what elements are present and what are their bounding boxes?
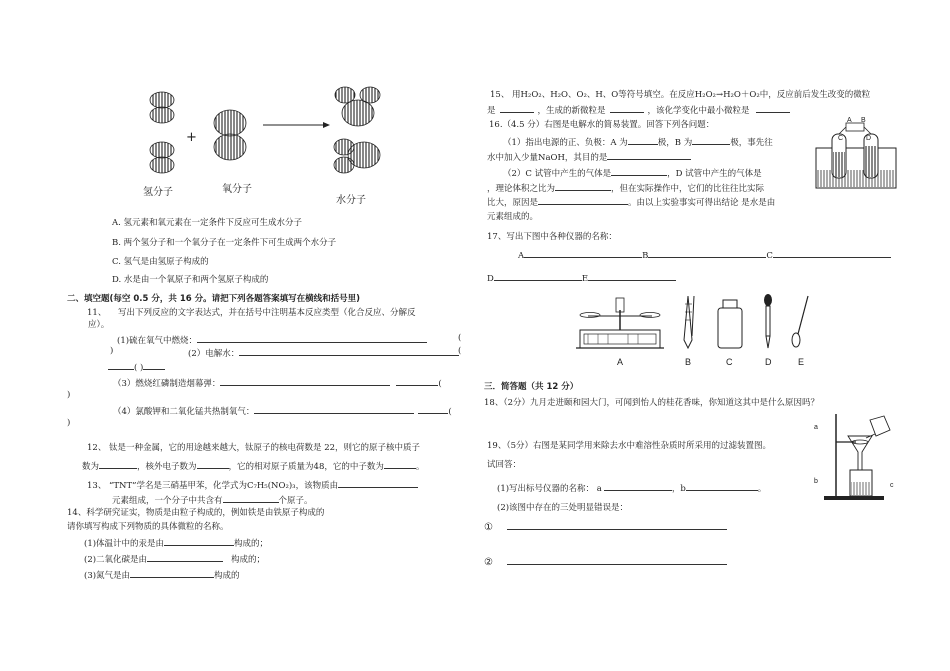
apparatus-label-c: C xyxy=(838,135,844,142)
q19-1-text-b: ，b xyxy=(671,484,686,494)
q16-line-1: 16.（4.5 分）右图是电解水的简易装置。回答下列各问题： xyxy=(489,120,715,130)
q17-title: 17、写出下图中各种仪器的名称： xyxy=(487,232,617,242)
q16-line-6 xyxy=(487,195,775,208)
option-c: C. 氢气是由氢原子构成的 xyxy=(112,257,209,267)
q11-3-paren-open: ( xyxy=(438,379,442,389)
q16-text-f: ，D 试管中产生的气体是 xyxy=(667,169,762,179)
q11-intro: 写出下列反应的文字表达式，并在括号中注明基本反应类型（化合反应、分解反 xyxy=(118,308,416,318)
water-molecule-label: 水分子 xyxy=(336,195,366,206)
q14-3-text-a: (3)氮气是由 xyxy=(84,571,131,581)
q12-text-d: 。 xyxy=(415,462,425,472)
q15-text-b: ，生成的新微粒是 xyxy=(537,106,606,116)
q12-line-1: 12、 钛是一种金属，它的用途越来越大，钛原子的核电荷数是 22，则它的原子核中质子 xyxy=(87,443,421,453)
hydrogen-molecule-label: 氢分子 xyxy=(143,187,173,198)
q15-blank-new[interactable] xyxy=(610,103,644,113)
option-d: D. 水是由一个氧原子和两个氢原子构成的 xyxy=(112,275,269,285)
q16-line-5 xyxy=(487,181,764,194)
q14-1-blank[interactable] xyxy=(164,536,234,546)
q12-text-a: 数为 xyxy=(82,462,100,472)
q13-blank-atoms[interactable] xyxy=(223,493,279,503)
instruments-figure xyxy=(572,290,832,356)
q11-2-blank[interactable] xyxy=(239,346,462,356)
q11-3 xyxy=(113,376,442,389)
q11-2 xyxy=(188,346,462,359)
q16-line-3 xyxy=(487,150,691,163)
q19-error-2-marker: ② xyxy=(484,557,493,568)
q11-3-paren-close: ) xyxy=(67,390,71,400)
q14-2 xyxy=(84,552,265,565)
electrolysis-apparatus xyxy=(814,120,898,192)
q16-blank-a[interactable] xyxy=(628,135,658,145)
q16-text-h: ，但在实际操作中，它们的比往往比实际 xyxy=(611,184,765,194)
q11-4-paren-close: ) xyxy=(67,418,71,428)
q18-text: 18、（2分）九月走进颐和园大门，可闻到怡人的桂花香味，你知道这其中是什么原因吗？ xyxy=(484,398,819,408)
option-a: A. 氢元素和氧元素在一定条件下反应可生成水分子 xyxy=(112,218,303,228)
tongs-icon xyxy=(684,296,694,348)
q16-text-e: （2）C 试管中产生的气体是 xyxy=(503,169,612,179)
q14-2-text-a: (2)二氧化碳是由 xyxy=(84,555,148,565)
q17-e-label: E xyxy=(581,274,589,284)
q17-d-blank[interactable] xyxy=(494,271,582,281)
q16-blank-ratio[interactable] xyxy=(555,181,611,191)
q19-a-blank[interactable] xyxy=(604,481,672,491)
apparatus-label-a: A xyxy=(847,117,852,124)
dropper-icon xyxy=(764,294,772,348)
q14-3 xyxy=(84,568,240,581)
q11-3-blank[interactable] xyxy=(220,376,390,386)
q14-3-text-b: 构成的 xyxy=(214,571,240,581)
q19-error-2 xyxy=(484,555,727,568)
q13-blank-elements[interactable] xyxy=(338,478,418,488)
q17-b-blank[interactable] xyxy=(648,248,766,258)
q15-line-1: 15、 用H₂O₂、H₂O、O₂、H、O等符号填空。在反应H₂O₂→H₂O＋O₂中，反应前后发生改变的微粒 xyxy=(490,90,871,100)
filter-label-c: c xyxy=(890,482,894,489)
q14-1-text-a: (1)体温计中的汞是由 xyxy=(84,539,165,549)
q11-2-type xyxy=(108,360,165,373)
q17-blanks-row-1 xyxy=(518,248,891,261)
instrument-label-b: B xyxy=(685,357,692,367)
q19-error-1-blank[interactable] xyxy=(507,520,727,530)
oxygen-molecule-label: 氧分子 xyxy=(222,184,252,195)
q19-text: 19、（5分）右图是某同学用来除去水中难溶性杂质时所采用的过滤装置图。 xyxy=(487,441,771,451)
q16-text-j: 。由以上实验事实可得出结论 是水是由 xyxy=(628,198,776,208)
q11-2-paren: ( ) xyxy=(134,363,144,373)
q17-a-label: A xyxy=(518,251,525,261)
apparatus-label-b: B xyxy=(861,117,866,124)
medicine-spoon-icon xyxy=(792,296,808,347)
q14-line-1: 14、科学研究证实，物质是由粒子构成的，例如铁是由铁原子构成的 xyxy=(67,508,325,518)
q19-1-text-c: 。 xyxy=(757,484,767,494)
q13-line-1 xyxy=(87,478,418,491)
q16-text-g: ，理论体积之比为 xyxy=(487,184,556,194)
q14-3-blank[interactable] xyxy=(130,568,214,578)
wide-mouth-bottle-icon xyxy=(718,300,742,348)
q11-3-type-blank[interactable] xyxy=(396,376,438,386)
reaction-figure xyxy=(140,85,400,185)
q16-text-a: （1）指出电源的正、负极：A 为 xyxy=(503,138,628,148)
q11-4 xyxy=(113,404,452,417)
q11-3-text: （3）燃烧红磷制造烟幕弹： xyxy=(113,379,221,389)
filter-label-a: a xyxy=(814,424,818,431)
q16-line-4 xyxy=(503,166,762,179)
q17-blanks-row-2 xyxy=(487,271,676,284)
q11-4-text: （4）氯酸钾和二氧化锰共热制氧气： xyxy=(113,407,255,417)
q15-blank-smallest[interactable] xyxy=(756,103,790,113)
q11-1-text: (1)硫在氧气中燃烧： xyxy=(117,336,198,346)
q13-text-a: 13、 “TNT”学名是三硝基甲苯，化学式为C₇H₅(NO₂)₃，该物质由 xyxy=(87,481,339,491)
q11-1 xyxy=(117,333,427,346)
instrument-label-e: E xyxy=(798,357,805,367)
filter-label-b: b xyxy=(814,478,818,485)
q19-error-1-marker: ① xyxy=(484,522,493,533)
q12-blank-neutrons[interactable] xyxy=(384,459,416,469)
q11-number: 11、 xyxy=(87,308,107,318)
q14-2-blank[interactable] xyxy=(147,552,223,562)
q12-blank-protons[interactable] xyxy=(99,459,137,469)
q11-2-type-blank-b[interactable] xyxy=(143,360,165,370)
q16-text-d: 水中加入少量NaOH，其目的是 xyxy=(487,153,608,163)
q16-blank-b[interactable] xyxy=(692,135,730,145)
q11-2-type-blank-a[interactable] xyxy=(108,360,134,370)
q15-line-2 xyxy=(487,103,790,116)
instrument-label-d: D xyxy=(765,357,772,367)
q19-2: (2)该图中存在的三处明显错误是： xyxy=(497,503,629,513)
q13-text-b: 元素组成，一个分子中共含有 xyxy=(112,496,223,506)
q12-text-c: ，它的相对原子质量为48，它的中子数为 xyxy=(228,462,384,472)
option-b: B. 两个氢分子和一个氧分子在一定条件下可生成两个水分子 xyxy=(112,238,337,248)
q11-2-text: (2）电解水： xyxy=(188,349,240,359)
q16-line-7: 元素组成的。 xyxy=(487,212,539,222)
q19-try: 试回答： xyxy=(487,460,522,470)
q11-1-paren-close: ) xyxy=(110,346,114,356)
q16-text-b: 极，B 为 xyxy=(657,138,693,148)
q17-c-label: C xyxy=(766,251,773,261)
balance-icon xyxy=(576,298,664,348)
q11-4-type-blank[interactable] xyxy=(418,404,448,414)
q11-intro-end: 应）。 xyxy=(88,320,110,330)
q17-e-blank[interactable] xyxy=(588,271,676,281)
instrument-label-a: A xyxy=(617,357,624,367)
q19-error-2-blank[interactable] xyxy=(507,555,727,565)
q17-b-label: B xyxy=(642,251,649,261)
q17-a-blank[interactable] xyxy=(524,248,642,258)
q19-1-text-a: (1)写出标号仪器的名称： a xyxy=(497,484,602,494)
q19-1 xyxy=(497,481,766,494)
q11-2-paren-open: ( xyxy=(458,346,462,356)
q13-text-c: 个原子。 xyxy=(278,496,313,506)
q19-error-1 xyxy=(484,520,727,533)
section-2-title: 二、填空题(每空 0.5 分，共 16 分。请把下列各题答案填写在横线和括号里) xyxy=(67,294,360,304)
q15-blank-changed[interactable] xyxy=(500,103,534,113)
q16-blank-c-gas[interactable] xyxy=(611,166,667,176)
q11-4-paren-open: ( xyxy=(448,407,452,417)
q15-text-a: 是 xyxy=(487,106,496,116)
q14-2-text-b: 构成的； xyxy=(231,555,266,565)
q16-blank-purpose[interactable] xyxy=(607,150,691,160)
q14-line-2: 请你填写构成下列物质的具体微粒的名称。 xyxy=(67,522,229,532)
q12-blank-electrons[interactable] xyxy=(197,459,229,469)
q11-1-blank[interactable] xyxy=(197,333,427,343)
q13-line-2 xyxy=(112,493,313,506)
q16-blank-reason[interactable] xyxy=(538,195,628,205)
q11-1-paren-open: ( xyxy=(458,333,462,343)
q12-text-b: ，核外电子数为 xyxy=(137,462,197,472)
q15-text-c: ，该化学变化中最小微粒是 xyxy=(647,106,750,116)
q19-b-blank[interactable] xyxy=(686,481,758,491)
filtration-apparatus xyxy=(820,412,900,502)
q16-line-2 xyxy=(503,135,773,148)
q11-4-blank[interactable] xyxy=(254,404,414,414)
q14-1-text-b: 构成的； xyxy=(234,539,269,549)
q12-line-2 xyxy=(82,459,424,472)
section-3-title: 三．简答题（共 12 分） xyxy=(484,382,579,392)
q17-d-label: D xyxy=(487,274,494,284)
q16-text-c: 极，事先往 xyxy=(730,138,773,148)
q17-c-blank[interactable] xyxy=(773,248,891,258)
instrument-label-c: C xyxy=(726,357,733,367)
q14-1 xyxy=(84,536,268,549)
apparatus-label-d: D xyxy=(866,135,872,142)
q16-text-i: 比大，原因是 xyxy=(487,198,539,208)
plus-sign: + xyxy=(186,130,197,145)
